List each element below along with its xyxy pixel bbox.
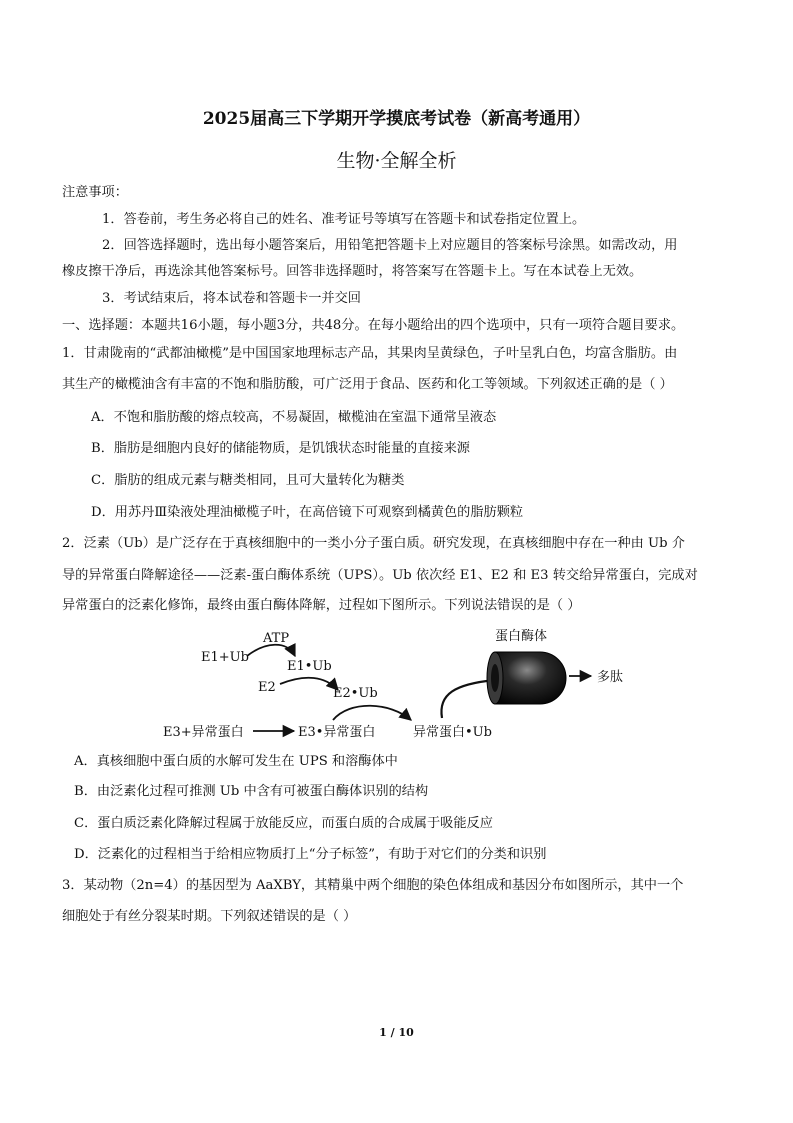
q1-stem-line-1: 1．甘肃陇南的“武都油橄榄”是中国国家地理标志产品，其果肉呈黄绿色，子叶呈乳白色，均富含脂肪。由 — [62, 346, 678, 361]
section-heading: 一、选择题：本题共16小题，每小题3分，共48分。在每小题给出的四个选项中，只有一项符合题目要求。 — [62, 318, 685, 333]
q2-stem-line-3: 异常蛋白的泛素化修饰，最终由蛋白酶体降解，过程如下图所示。下列说法错误的是（ ） — [62, 598, 581, 613]
q2-option-b: B．由泛素化过程可推测 Ub 中含有可被蛋白酶体识别的结构 — [74, 784, 429, 799]
q2-option-a: A．真核细胞中蛋白质的水解可发生在 UPS 和溶酶体中 — [74, 754, 398, 769]
q1-option-a: A．不饱和脂肪酸的熔点较高，不易凝固，橄榄油在室温下通常呈液态 — [91, 410, 497, 425]
atp-label: ATP — [263, 631, 290, 646]
e1-ub-input-label: E1+Ub — [201, 650, 249, 665]
note-item-3: 3．考试结束后，将本试卷和答题卡一并交回 — [102, 291, 361, 306]
q1-option-c: C．脂肪的组成元素与糖类相同，且可大量转化为糖类 — [91, 473, 405, 488]
page-title: 2025届高三下学期开学摸底考试卷（新高考通用） — [202, 109, 591, 129]
q3-stem-line-1: 3．某动物（2n=4）的基因型为 AaXBY，其精巢中两个细胞的染色体组成和基因分布如图所示，其中一个 — [62, 878, 684, 893]
page-number: 1 / 10 — [379, 1026, 414, 1039]
note-item-2: 2．回答选择题时，选出每小题答案后，用铅笔把答题卡上对应题目的答案标号涂黑。如需改动，用 — [102, 238, 678, 253]
page-subtitle: 生物·全解全析 — [336, 150, 457, 172]
ups-diagram — [155, 622, 655, 747]
notes-heading: 注意事项： — [62, 185, 128, 200]
arrow-ubiquitination — [333, 706, 411, 720]
proteasome-icon — [487, 652, 566, 704]
q1-option-d: D．用苏丹Ⅲ染液处理油橄榄子叶，在高倍镜下可观察到橘黄色的脂肪颗粒 — [91, 505, 524, 520]
e2-ub-label: E2•Ub — [333, 686, 378, 701]
q1-stem-line-2: 其生产的橄榄油含有丰富的不饱和脂肪酸，可广泛用于食品、医药和化工等领域。下列叙述正确的是（ ） — [62, 377, 673, 392]
q3-stem-line-2: 细胞处于有丝分裂某时期。下列叙述错误的是（ ） — [62, 909, 357, 924]
q2-option-d: D．泛素化的过程相当于给相应物质打上“分子标签”，有助于对它们的分类和识别 — [74, 847, 547, 862]
q2-stem-line-1: 2．泛素（Ub）是广泛存在于真核细胞中的一类小分子蛋白质。研究发现，在真核细胞中存在一种由 Ub 介 — [62, 536, 685, 551]
note-item-2-cont: 橡皮擦干净后，再选涂其他答案标号。回答非选择题时，将答案写在答题卡上。写在本试卷上无效。 — [62, 264, 643, 279]
abnormal-ub-label: 异常蛋白•Ub — [413, 725, 492, 740]
note-item-1: 1．答卷前，考生务必将自己的姓名、准考证号等填写在答题卡和试卷指定位置上。 — [102, 212, 586, 227]
arrow-e2-transfer — [280, 678, 338, 690]
q2-stem-line-2: 导的异常蛋白降解途径——泛素-蛋白酶体系统（UPS）。Ub 依次经 E1、E2 和 E3 转交给异常蛋白，完成对 — [62, 568, 698, 583]
e1-ub-label: E1•Ub — [287, 659, 332, 674]
peptide-label: 多肽 — [597, 670, 624, 685]
e3-complex-label: E3•异常蛋白 — [298, 725, 376, 740]
proteasome-label: 蛋白酶体 — [495, 629, 548, 644]
q2-option-c: C．蛋白质泛素化降解过程属于放能反应，而蛋白质的合成属于吸能反应 — [74, 816, 493, 831]
e3-input-label: E3+异常蛋白 — [163, 725, 244, 740]
arrow-e1-binding — [247, 645, 295, 656]
e2-label: E2 — [258, 680, 276, 695]
q1-option-b: B．脂肪是细胞内良好的储能物质，是饥饿状态时能量的直接来源 — [91, 441, 470, 456]
